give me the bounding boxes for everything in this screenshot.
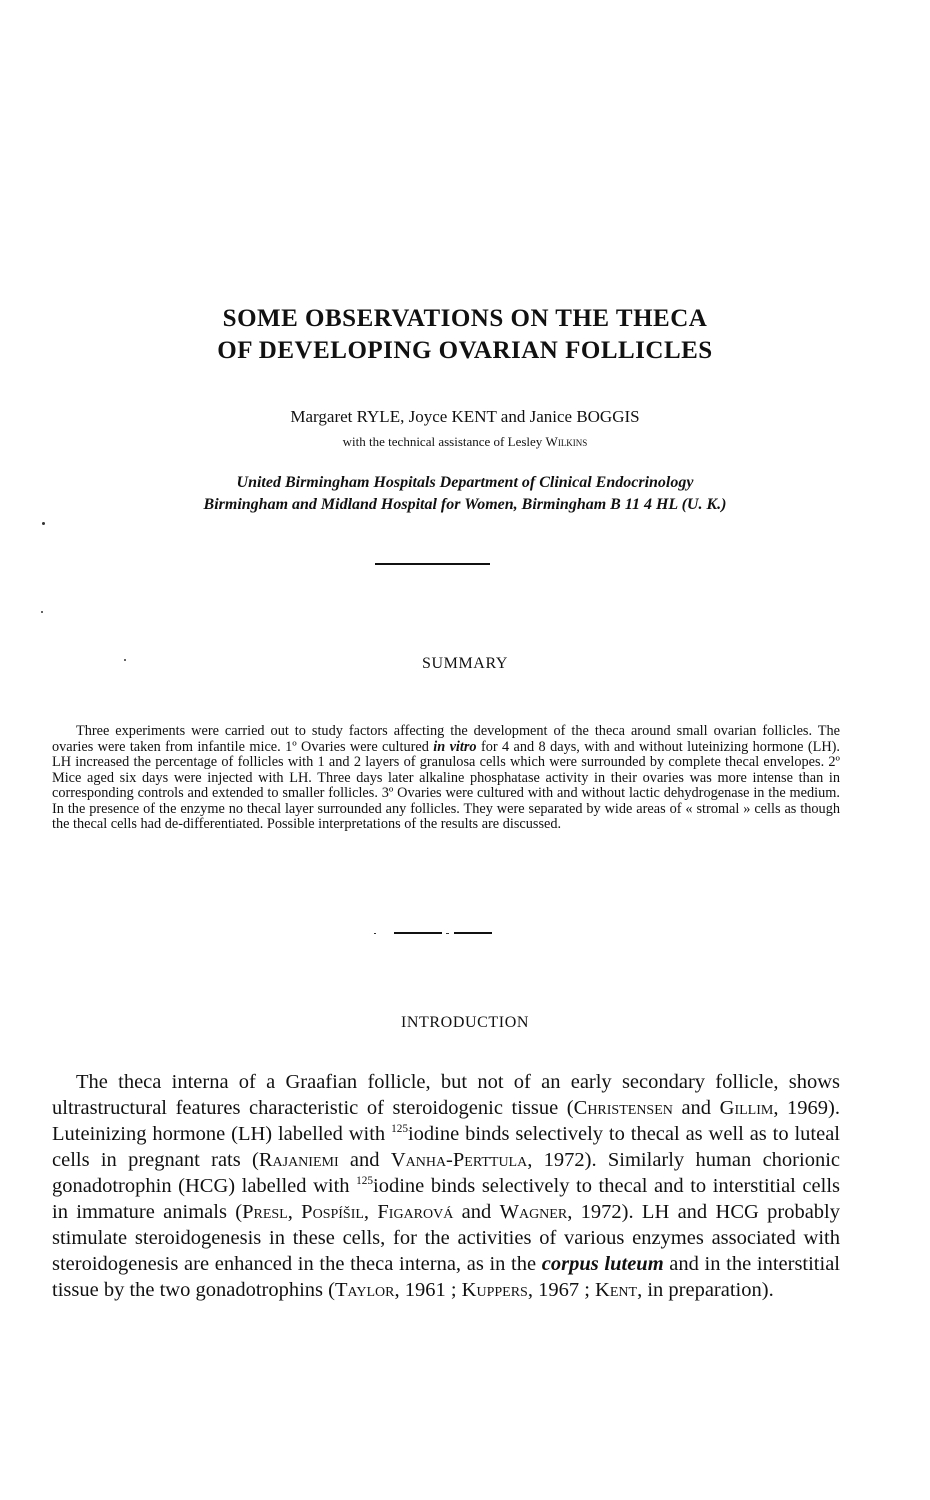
reference-author: Kuppers — [461, 1279, 528, 1301]
intro-text-run: , 1969). Luteinizing hormone (LH) labelled with — [52, 1097, 840, 1145]
title-line-2: OF DEVELOPING OVARIAN FOLLICLES — [217, 337, 713, 364]
divider-segment — [454, 932, 492, 934]
isotope-superscript: 125 — [391, 1123, 408, 1136]
assistant-name: Wilkins — [545, 434, 588, 449]
reference-author: Wagner — [499, 1201, 568, 1223]
assistance-prefix: with the technical assistance of Lesley — [342, 434, 546, 449]
intro-text-run: iodine binds selectively to thecal and to interstitial cells in immature animals ( — [52, 1175, 840, 1223]
intro-text-run: iodine binds selectively to thecal as well as to luteal cells in pregnant rats ( — [52, 1123, 840, 1171]
divider-dot — [446, 933, 449, 934]
reference-author: Taylor — [335, 1279, 395, 1301]
stray-mark — [41, 611, 43, 613]
paper-title — [0, 303, 930, 367]
intro-text-run: and — [338, 1149, 391, 1171]
intro-text-run: , 1972). Similarly human chorionic gonadotrophin (HCG) labelled with — [52, 1149, 840, 1197]
affiliation-line-1: United Birmingham Hospitals Department of Clinical Endocrinology — [236, 474, 694, 491]
isotope-superscript: 125 — [356, 1175, 374, 1188]
summary-text — [52, 724, 840, 833]
reference-author: Gillim — [719, 1097, 774, 1119]
stray-mark — [42, 522, 45, 525]
summary-in-vitro: in vitro — [433, 738, 477, 755]
corpus-luteum-term: corpus luteum — [541, 1253, 664, 1275]
summary-heading: SUMMARY — [421, 655, 508, 672]
intro-text-run: , 1961 ; — [394, 1279, 462, 1301]
reference-author: Vanha-Perttula — [390, 1149, 528, 1171]
intro-text-run: and — [453, 1201, 500, 1223]
reference-author: Presl, Pospíšil, Figarová — [242, 1201, 454, 1223]
summary-part-2: for 4 and 8 days, with and without luteinizing hormone (LH). LH increased the percentage of follicles with 1 and 2 layers of granulosa cells which were surrounded by complete thecal envelopes. 2º Mice aged six days were injected with LH. Three days later alkaline phosphatase activity in their ovaries was more intense than in corresponding controls and extended to smaller follicles. 3º Ovaries were cultured with and without lactic dehydrogenase in the medium. In the presence of the enzyme no thecal layer surrounded any follicles. They were separated by wide areas of « stromal » cells as though the thecal cells had de-differentiated. Possible interpretations of the results are discussed. — [52, 738, 841, 832]
technical-assistance — [0, 434, 930, 450]
intro-text-run: and in the interstitial tissue by the two gonadotrophins ( — [52, 1253, 840, 1301]
introduction-heading: INTRODUCTION — [400, 1014, 530, 1031]
intro-text-run: , 1972). LH and HCG probably stimulate steroidogenesis in these cells, for the activities of various enzymes associated with steroidogenesis are enhanced in the theca interna, as in the — [52, 1201, 841, 1275]
title-line-1: SOME OBSERVATIONS ON THE THECA — [222, 305, 708, 332]
reference-author: Christensen — [573, 1097, 673, 1119]
summary-divider — [374, 932, 492, 935]
intro-text-run: and — [672, 1097, 720, 1119]
divider-segment — [394, 932, 442, 934]
intro-text-run: The theca interna of a Graafian follicle, but not of an early secondary follicle, shows ultrastructural features characteristic of steroidogenic tissue ( — [52, 1071, 840, 1119]
author-list: Margaret RYLE, Joyce KENT and Janice BOGGIS — [290, 407, 640, 426]
intro-text-run: , 1967 ; — [527, 1279, 596, 1301]
divider-dot — [374, 933, 376, 934]
affiliation-line-2: Birmingham and Midland Hospital for Women, Birmingham B 11 4 HL (U. K.) — [203, 496, 727, 513]
section-divider — [375, 563, 490, 565]
intro-text-run: , in preparation). — [637, 1279, 774, 1301]
affiliation — [0, 472, 930, 516]
reference-author: Kent — [595, 1279, 638, 1301]
introduction-text — [52, 1069, 840, 1303]
summary-part-1: Three experiments were carried out to study factors affecting the development of the theca around small ovarian follicles. The ovaries were taken from infantile mice. 1º Ovaries were cultured — [52, 723, 840, 755]
reference-author: Rajaniemi — [258, 1149, 339, 1171]
